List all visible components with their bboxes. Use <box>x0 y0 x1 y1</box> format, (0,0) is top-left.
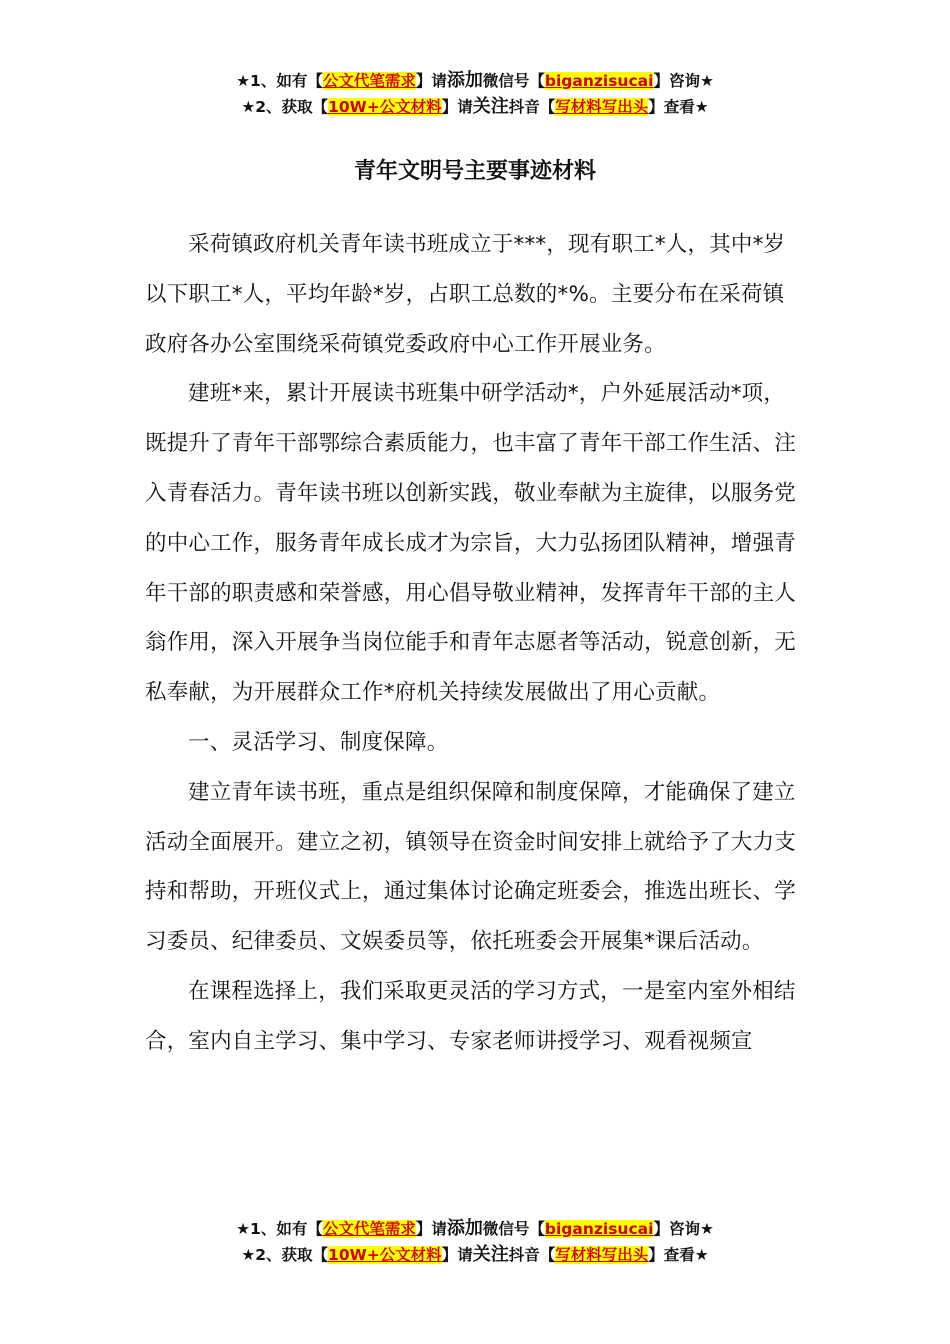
paragraph: 建立青年读书班，重点是组织保障和制度保障，才能确保了建立活动全面展开。建立之初，镇领导在资金时间安排上就给予了大力支持和帮助，开班仪式上，通过集体讨论确定班委会，推选出班长、学习委员、纪律委员、文娱委员等，依托班委会开展集*课后活动。 <box>145 779 797 955</box>
highlight-materials: 10W+公文材料 <box>328 98 442 116</box>
banner-text: ★2、获取【 <box>241 1246 329 1264</box>
banner-emphasis: 关注 <box>472 96 509 117</box>
banner-text: 】咨询★ <box>653 1220 714 1238</box>
banner-text: 抖音【 <box>508 98 556 116</box>
paragraph: 采荷镇政府机关青年读书班成立于***，现有职工*人，其中*岁以下职工*人，平均年龄*岁，占职工总数的*%。主要分布在采荷镇政府各办公室围绕采荷镇党委政府中心工作开展业务。 <box>145 232 786 357</box>
banner-line-2 <box>0 94 950 120</box>
paragraph: 在课程选择上，我们采取更灵活的学习方式，一是室内室外相结合，室内自主学习、集中学习、专家老师讲授学习、观看视频宣 <box>145 978 796 1054</box>
banner-text: 】请 <box>415 1220 447 1238</box>
banner-text: 】请 <box>415 72 447 90</box>
banner-text: 】请 <box>441 1246 473 1264</box>
banner-text: 】咨询★ <box>653 72 714 90</box>
section-heading: 一、灵活学习、制度保障。 <box>188 729 449 755</box>
banner-emphasis: 添加 <box>446 70 483 91</box>
banner-line-1 <box>0 68 950 94</box>
highlight-service: 公文代笔需求 <box>322 1220 416 1238</box>
highlight-wechat-id: biganzisucai <box>544 1220 654 1238</box>
highlight-service: 公文代笔需求 <box>322 72 416 90</box>
highlight-douyin-id: 写材料写出头 <box>555 98 649 116</box>
banner-text: ★1、如有【 <box>236 1220 323 1238</box>
banner-line-1 <box>0 1216 950 1242</box>
banner-text: ★1、如有【 <box>236 72 323 90</box>
banner-emphasis: 关注 <box>472 1244 509 1265</box>
document-body <box>145 220 805 1067</box>
banner-emphasis: 添加 <box>446 1218 483 1239</box>
banner-line-2 <box>0 1242 950 1268</box>
banner-text: 】查看★ <box>648 1246 709 1264</box>
highlight-douyin-id: 写材料写出头 <box>555 1246 649 1264</box>
highlight-wechat-id: biganzisucai <box>544 72 654 90</box>
highlight-materials: 10W+公文材料 <box>328 1246 442 1264</box>
banner-text: ★2、获取【 <box>241 98 329 116</box>
banner-text: 】查看★ <box>648 98 709 116</box>
banner-text: 抖音【 <box>508 1246 556 1264</box>
banner-text: 】请 <box>441 98 473 116</box>
header-banner <box>0 68 950 120</box>
document-title: 青年文明号主要事迹材料 <box>353 159 596 184</box>
banner-text: 微信号【 <box>482 72 545 90</box>
footer-banner <box>0 1216 950 1268</box>
banner-text: 微信号【 <box>482 1220 545 1238</box>
paragraph: 建班*来，累计开展读书班集中研学活动*，户外延展活动*项，既提升了青年干部鄂综合素质能力，也丰富了青年干部工作生活、注入青春活力。青年读书班以创新实践，敬业奉献为主旋律，以服务党的中心工作，服务青年成长成才为宗旨，大力弘扬团队精神，增强青年干部的职责感和荣誉感，用心倡导敬业精神，发挥青年干部的主人翁作用，深入开展争当岗位能手和青年志愿者等活动，锐意创新，无私奉献，为开展群众工作*府机关持续发展做出了用心贡献。 <box>145 381 797 706</box>
